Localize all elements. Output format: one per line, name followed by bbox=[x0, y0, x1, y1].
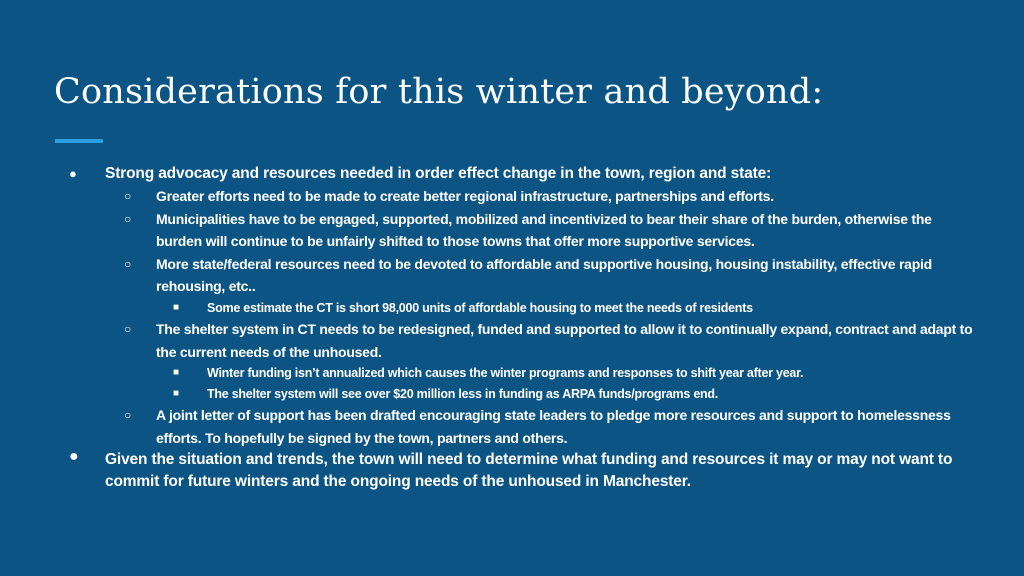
list-item-text: More state/federal resources need to be devoted to affordable and supportive housing, housing instability, effective rapid rehousing, etc.. bbox=[156, 255, 932, 294]
hollow-circle-bullet-icon: ○ bbox=[124, 256, 132, 271]
square-bullet-icon: ■ bbox=[173, 301, 180, 313]
bullet-list bbox=[0, 163, 1024, 493]
list-item bbox=[0, 163, 1024, 185]
hollow-circle-bullet-icon: ○ bbox=[124, 211, 132, 226]
list-item-text: Given the situation and trends, the town will need to determine what funding and resources it may or may not want to commit for future winters and the ongoing needs of the unhoused in Manchester. bbox=[105, 451, 953, 490]
hollow-circle-bullet-icon: ○ bbox=[124, 189, 132, 203]
filled-circle-bullet-icon: ● bbox=[69, 166, 77, 181]
hollow-circle-bullet-icon: ○ bbox=[124, 408, 132, 422]
list-item bbox=[0, 384, 1024, 405]
list-item-text: Greater efforts need to be made to create better regional infrastructure, partnerships and efforts. bbox=[156, 188, 774, 204]
list-item bbox=[0, 363, 1024, 384]
list-item bbox=[0, 185, 1024, 208]
list-item-text: The shelter system in CT needs to be redesigned, funded and supported to allow it to continually expand, contract and adapt to the current needs of the unhoused. bbox=[156, 321, 973, 360]
slide-title: Considerations for this winter and beyond: bbox=[54, 72, 824, 112]
square-bullet-icon: ■ bbox=[173, 367, 180, 378]
hollow-circle-bullet-icon: ○ bbox=[124, 322, 132, 336]
square-bullet-icon: ■ bbox=[173, 387, 180, 399]
list-item-text: Strong advocacy and resources needed in order effect change in the town, region and state: bbox=[105, 165, 772, 182]
list-item bbox=[0, 253, 1024, 298]
list-item-text: Some estimate the CT is short 98,000 units of affordable housing to meet the needs of residents bbox=[207, 300, 753, 315]
list-item bbox=[0, 449, 1024, 493]
list-item-text: The shelter system will see over $20 million less in funding as ARPA funds/programs end. bbox=[207, 386, 719, 401]
list-item-text: Municipalities have to be engaged, supported, mobilized and incentivized to bear their share of the burden, otherwise the burden will continue to be unfairly shifted to those towns that offer more supportive services. bbox=[156, 210, 932, 249]
list-item bbox=[0, 208, 1024, 253]
title-accent-bar bbox=[55, 139, 103, 143]
filled-circle-bullet-icon: ● bbox=[69, 448, 79, 465]
list-item bbox=[0, 298, 1024, 319]
list-item bbox=[0, 404, 1024, 449]
list-item bbox=[0, 318, 1024, 363]
list-item-text: A joint letter of support has been drafted encouraging state leaders to pledge more resources and support to homelessness efforts. To hopefully be signed by the town, partners and others. bbox=[156, 407, 951, 446]
list-item-text: Winter funding isn’t annualized which causes the winter programs and responses to shift year after year. bbox=[207, 366, 804, 380]
